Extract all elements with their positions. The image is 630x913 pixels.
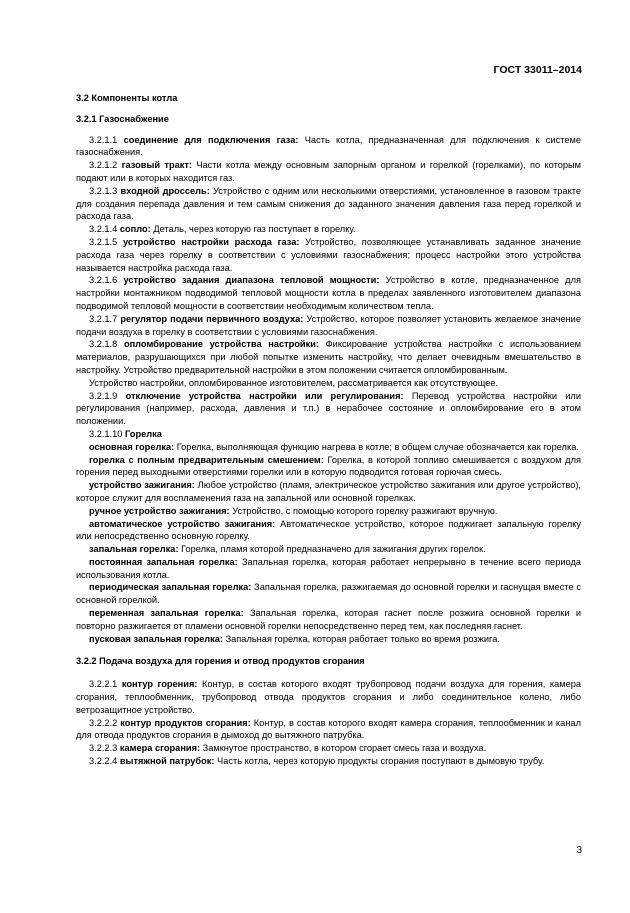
definition-3-2-1-4 — [76, 223, 581, 236]
burner-definition-alternating-pilot — [76, 607, 581, 633]
term: основная горелка: — [89, 441, 175, 452]
item-number: 3.2.1.2 — [89, 160, 118, 171]
definition-text: Устройство, которое позволяет установить желаемое значение подачи воздуха в горелку в соответствии с условиями газоснабжения. — [76, 313, 581, 337]
burner-definition-premix — [76, 454, 581, 480]
term: переменная запальная горелка: — [89, 608, 244, 619]
definition-text: Устройство с одним или несколькими отверстиями, установленное в газовом тракте для создания перепада давления и тем самым снижения до заданного значения давления газа перед горелкой и расхода газа. — [76, 185, 582, 222]
item-number: 3.2.2.4 — [89, 756, 118, 767]
term: устройство зажигания: — [89, 480, 195, 491]
term: постоянная запальная горелка: — [89, 556, 238, 567]
item-number: 3.2.1.9 — [89, 390, 118, 401]
page-number: 3 — [576, 845, 582, 856]
term: опломбирование устройства настройки: — [123, 339, 320, 350]
item-number: 3.2.2.3 — [89, 743, 118, 754]
term: контур горения: — [121, 679, 198, 690]
item-number: 3.2.1.6 — [89, 275, 118, 286]
definition-3-2-1-1 — [76, 134, 581, 160]
burner-definition-intermittent-pilot — [76, 581, 581, 607]
item-number: 3.2.1.5 — [89, 236, 118, 247]
burner-definition-pilot — [76, 543, 581, 556]
definition-text: Устройство, с помощью которого горелку разжигают вручную. — [229, 505, 498, 516]
definition-3-2-1-7 — [76, 313, 581, 339]
definition-text: Деталь, через которую газ поступает в горелку. — [150, 224, 356, 235]
term: камера сгорания: — [119, 743, 201, 754]
term: ручное устройство зажигания: — [89, 505, 230, 516]
item-number: 3.2.1.1 — [89, 134, 118, 145]
definition-3-2-1-8-note: Устройство настройки, опломбированное изготовителем, рассматривается как отсутствующее. — [89, 377, 499, 388]
term: входной дроссель: — [120, 185, 210, 196]
section-heading-3-2: 3.2 Компоненты котла — [76, 93, 178, 103]
document-header: ГОСТ 33011–2014 — [493, 64, 582, 76]
definition-text: Горелка, выполняющая функцию нагрева в котле; в общем случае обозначается как горелка. — [174, 441, 579, 452]
definition-text: Контур, в состав которого входят камера сгорания, теплообменник и канал для отвода продуктов сгорания в дымоход до вытяжного патрубка. — [76, 717, 581, 741]
term: устройство настройки расхода газа: — [123, 236, 300, 247]
term: сопло: — [119, 224, 151, 235]
definition-text: Устройство, позволяющее устанавливать заданное значение расхода газа через горелку в соответствии с условиями газоснабжения; процесс настройки этого устройства называется настройка расхода газа. — [76, 236, 581, 273]
item-number: 3.2.1.7 — [89, 313, 118, 324]
definition-text: Замкнутое пространство, в котором сгорает смесь газа и воздуха. — [200, 743, 487, 754]
item-number: 3.2.1.10 — [89, 428, 123, 439]
section-heading-3-2-2: 3.2.2 Подача воздуха для горения и отвод продуктов сгорания — [76, 656, 365, 667]
definition-text: Устройство в котле, предназначенное для настройки монтажником подводимой тепловой мощности котла в пределах заявленного изготовителем диапазона подводимой тепловой мощности в соответствии необходимым количеством тепла. — [76, 275, 581, 311]
term: газовый тракт: — [121, 160, 192, 171]
term: периодическая запальная горелка: — [89, 582, 252, 593]
definition-3-2-2-3 — [76, 742, 581, 755]
term: контур продуктов сгорания: — [120, 717, 251, 728]
definition-3-2-1-9 — [76, 390, 581, 428]
item-number: 3.2.2.2 — [89, 717, 118, 728]
item-number: 3.2.1.8 — [89, 339, 118, 350]
term: соединение для подключения газа: — [123, 134, 299, 145]
definition-text: Горелка, пламя которой предназначено для зажигания других горелок. — [178, 544, 486, 555]
term: запальная горелка: — [89, 544, 179, 555]
definition-3-2-2-1 — [76, 678, 581, 716]
definition-text: Часть котла, через которую продукты сгорания поступают в дымовую трубу. — [214, 756, 545, 767]
definition-3-2-1-3 — [76, 185, 581, 223]
burner-definition-auto-ignition — [76, 518, 581, 544]
burner-definition-permanent-pilot — [76, 556, 581, 582]
item-number: 3.2.2.1 — [89, 679, 118, 690]
term: регулятор подачи первичного воздуха: — [120, 313, 304, 324]
definition-3-2-2-4 — [76, 755, 581, 768]
definition-3-2-1-5 — [76, 236, 581, 274]
term: Горелка — [125, 428, 162, 439]
definition-3-2-2-2 — [76, 717, 581, 743]
definition-3-2-1-6 — [76, 274, 581, 312]
definition-text: Фиксирование устройства настройки с использованием материалов, разрушающихся при любой попытке изменить настройку, что делает очевидным вмешательство в настройку. Устройство предварительной настройки в этом положении считается опломбированным. — [76, 339, 581, 375]
definition-text: Части котла между основным запорным органом и горелкой (горелками), по которым подают или в которых находится газ. — [76, 160, 581, 183]
definition-3-2-1-2 — [76, 159, 581, 185]
term: вытяжной патрубок: — [119, 756, 215, 767]
document-body — [76, 92, 581, 768]
burner-definition-start-pilot — [76, 633, 581, 646]
term: автоматическое устройство зажигания: — [89, 518, 276, 529]
definition-text: Запальная горелка, которая работает непрерывно в течение всего периода использования котла. — [76, 556, 581, 580]
term: пусковая запальная горелка: — [89, 633, 223, 644]
term: отключение устройства настройки или регулирования: — [125, 390, 404, 401]
item-number: 3.2.1.3 — [89, 185, 118, 196]
definition-text: Часть котла, предназначенная для подключения к системе газоснабжения. — [76, 134, 581, 158]
burner-definition-main — [76, 441, 581, 454]
definition-text: Перевод устройства настройки или регулирования (например, расхода, давления и т.п.) в нерабочее состояние и опломбирование его в этом положении. — [76, 390, 581, 427]
definition-text: Автоматическое устройство, которое поджигает запальную горелку или непосредственно основную горелку. — [76, 518, 581, 542]
item-number: 3.2.1.4 — [89, 224, 118, 235]
definition-text: Горелка, в которой топливо смешивается с воздухом для горения перед выходными отверстиями горелки или в которую подводится готовая горючая смесь. — [76, 454, 581, 478]
burner-definition-manual-ignition — [76, 505, 581, 518]
burner-definition-ignition-device — [76, 479, 581, 505]
definition-text: Запальная горелка, которая работает только во время розжига. — [223, 633, 500, 644]
term: горелка с полным предварительным смешением: — [89, 454, 324, 465]
definition-3-2-1-8 — [76, 338, 581, 376]
section-heading-3-2-1: 3.2.1 Газоснабжение — [76, 113, 169, 124]
definition-text: Запальная горелка, которая гаснет после розжига основной горелки и повторно разжигается от пламени основной горелки непосредственно перед тем, как последняя гаснет. — [76, 608, 581, 631]
definition-text: Запальная горелка, разжигаемая до основной горелки и гаснущая вместе с основной горелкой. — [76, 582, 581, 606]
definition-text: Контур, в состав которого входят трубопровод подачи воздуха для горения, камера сгорания, теплообменник, трубопровод отвода продуктов сгорания и либо соединительное колено, либо ветрозащитное устройство. — [76, 679, 582, 715]
subheading-3-2-1-10 — [76, 428, 581, 441]
definition-text: Любое устройство (пламя, электрическое устройство зажигания или другое устройство), которое служит для воспламенения газа на запальной или основной горелках. — [76, 480, 581, 503]
term: устройство задания диапазона тепловой мощности: — [123, 275, 380, 286]
